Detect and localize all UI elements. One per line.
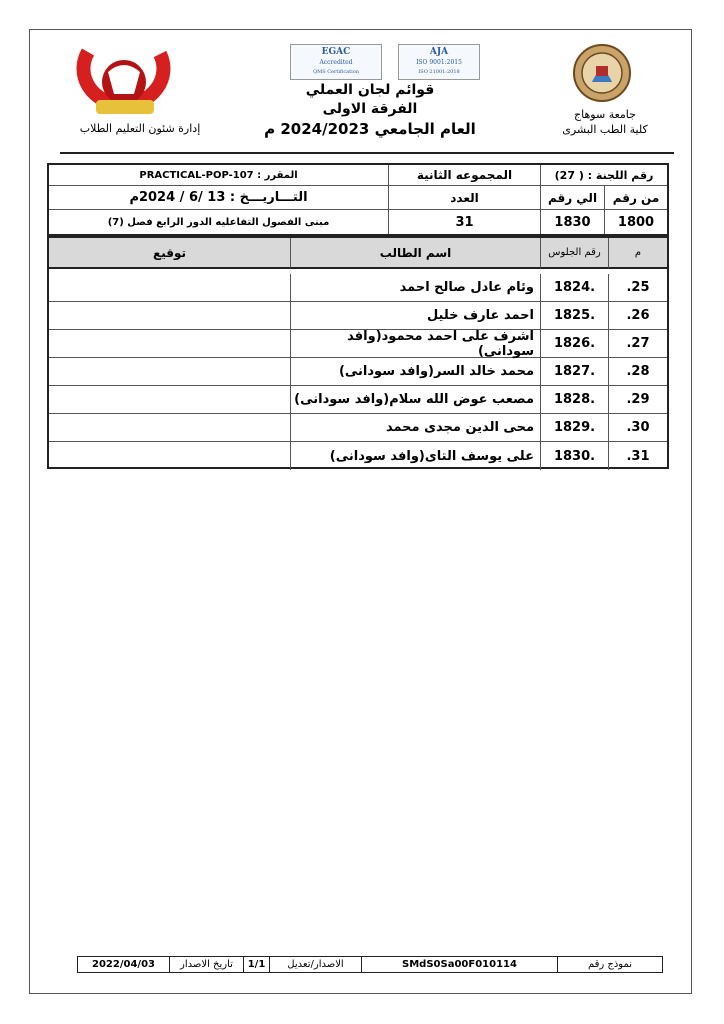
affairs-department: إدارة شئون التعليم الطلاب bbox=[79, 122, 201, 135]
faculty-name: كلية الطب البشرى bbox=[562, 123, 648, 136]
serial-number: .30 bbox=[609, 414, 667, 442]
signature-cell[interactable] bbox=[49, 274, 291, 302]
aja-certificate: AJA ISO 9001:2015 ISO 21001:2018 bbox=[398, 44, 480, 80]
student-name: محمد خالد السر(وافد سودانى) bbox=[291, 358, 541, 386]
exam-date: التـــاريـــخ : 13 /6 / 2024م bbox=[49, 186, 389, 210]
university-seal bbox=[572, 42, 632, 104]
version-label: الاصدار/تعديل bbox=[270, 957, 362, 972]
from-value: 1800 bbox=[617, 214, 655, 230]
form-number-label: نموذج رقم bbox=[587, 959, 633, 970]
seat-number: 1824. bbox=[541, 274, 609, 302]
seat-number: 1828. bbox=[541, 386, 609, 414]
header-seat-number: رقم الجلوس bbox=[541, 238, 609, 269]
student-name: مصعب عوض الله سلام(وافد سودانى) bbox=[291, 386, 541, 414]
header-student-name: اسم الطالب bbox=[291, 238, 541, 269]
to-value: 1830 bbox=[541, 210, 605, 234]
title-line-2: الفرقة الاولى bbox=[322, 101, 418, 117]
student-name: وئام عادل صالح احمد bbox=[291, 274, 541, 302]
committee-info-table bbox=[47, 163, 669, 236]
signature-cell[interactable] bbox=[49, 358, 291, 386]
serial-number: .27 bbox=[609, 330, 667, 358]
version-value: 1/1 bbox=[244, 957, 270, 972]
student-name: اشرف على احمد محمود(وافد سودانى) bbox=[291, 330, 541, 358]
course-code: المقرر : PRACTICAL-POP-107 bbox=[49, 165, 389, 186]
students-table bbox=[47, 236, 669, 469]
exam-location: مبنى الفصول التفاعليه الدور الرابع فصل (7) bbox=[49, 210, 389, 234]
issue-date-label: تاريخ الاصدار bbox=[170, 957, 244, 972]
seat-number: 1827. bbox=[541, 358, 609, 386]
issue-date: 2022/04/03 bbox=[78, 957, 170, 972]
seat-number: 1825. bbox=[541, 302, 609, 330]
student-name: على يوسف التاى(وافد سودانى) bbox=[291, 442, 541, 470]
student-name: احمد عارف خليل bbox=[291, 302, 541, 330]
signature-cell[interactable] bbox=[49, 414, 291, 442]
seat-number: 1830. bbox=[541, 442, 609, 470]
signature-cell[interactable] bbox=[49, 330, 291, 358]
from-label: من رقم bbox=[605, 186, 667, 210]
faculty-logo bbox=[68, 42, 180, 120]
to-label: الي رقم bbox=[541, 186, 605, 210]
header-signature: توقيع bbox=[49, 238, 291, 269]
serial-number: .26 bbox=[609, 302, 667, 330]
title-line-1: قوائم لجان العملي bbox=[305, 82, 435, 98]
group-name: المجموعه الثانية bbox=[389, 165, 541, 186]
committee-number: رقم اللجنة : ( 27) bbox=[541, 165, 667, 186]
serial-number: .25 bbox=[609, 274, 667, 302]
serial-number: .29 bbox=[609, 386, 667, 414]
form-number: SMdS0Sa00F010114 bbox=[362, 957, 558, 972]
form-footer bbox=[77, 956, 663, 973]
serial-number: .31 bbox=[626, 448, 650, 464]
count-label: العدد bbox=[389, 186, 541, 210]
academic-year: العام الجامعي 2024/2023 م bbox=[264, 120, 476, 138]
seat-number: 1826. bbox=[541, 330, 609, 358]
header-divider bbox=[60, 152, 674, 154]
signature-cell[interactable] bbox=[49, 442, 291, 470]
university-name: جامعة سوهاج bbox=[574, 108, 636, 121]
signature-cell[interactable] bbox=[49, 302, 291, 330]
seat-number: 1829. bbox=[541, 414, 609, 442]
student-name: محى الدين مجدى محمد bbox=[291, 414, 541, 442]
header-serial: م bbox=[609, 238, 667, 269]
signature-cell[interactable] bbox=[49, 386, 291, 414]
egac-certificate: EGAC Accredited QMS Certification bbox=[290, 44, 382, 80]
count-value: 31 bbox=[389, 210, 541, 234]
serial-number: .28 bbox=[609, 358, 667, 386]
